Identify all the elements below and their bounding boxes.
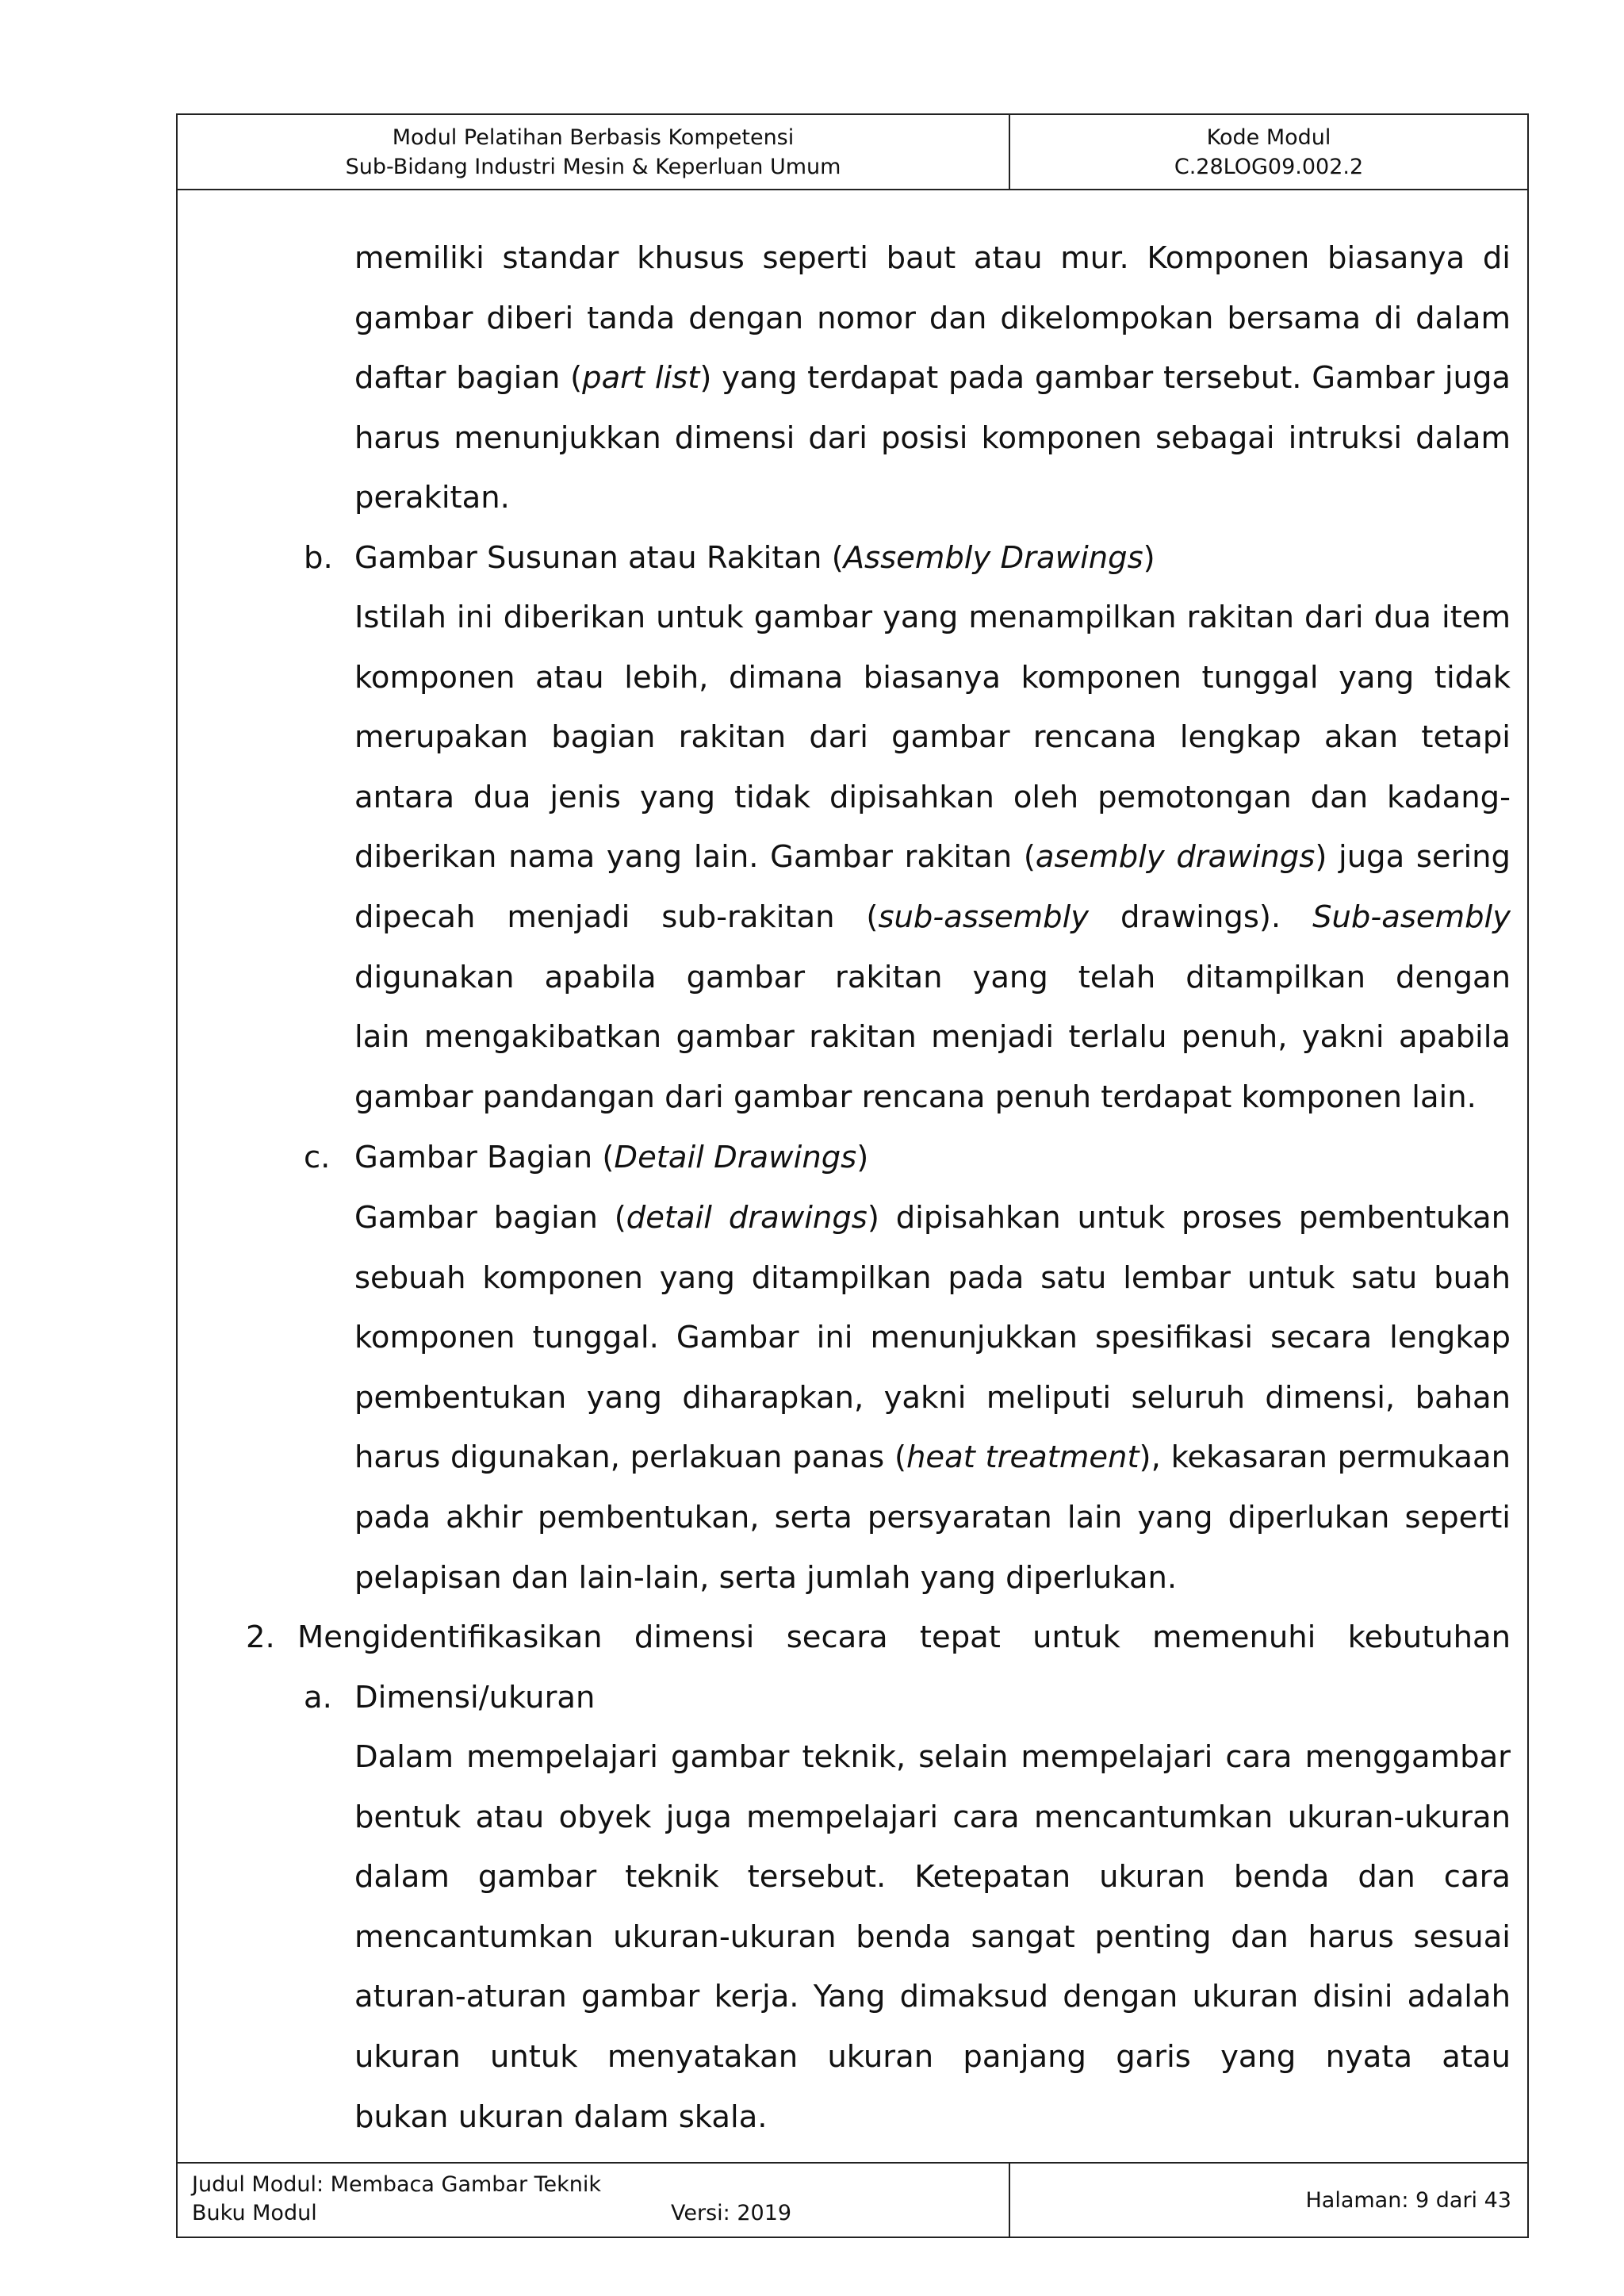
text-line: perakitan. (354, 480, 510, 516)
text-line: dalam gambar teknik tersebut. Ketepatan ukuran benda dan cara (354, 1859, 1511, 1895)
text-line: merupakan bagian rakitan dari gambar rencana lengkap akan tetapi (354, 719, 1511, 756)
text-line: Dalam mempelajari gambar teknik, selain mempelajari cara menggambar (354, 1739, 1511, 1775)
text-line: bentuk atau obyek juga mempelajari cara mencantumkan ukuran-ukuran (354, 1799, 1511, 1835)
text-line: lain mengakibatkan gambar rakitan menjadi terlalu penuh, yakni apabila (354, 1019, 1511, 1056)
text-line: diberikan nama yang lain. Gambar rakitan (asembly drawings) juga sering (354, 839, 1511, 876)
text-line: komponen tunggal. Gambar ini menunjukkan spesifikasi secara lengkap (354, 1320, 1511, 1356)
text-line: bukan ukuran dalam skala. (354, 2099, 768, 2135)
text-line: komponen atau lebih, dimana biasanya komponen tunggal yang tidak (354, 659, 1511, 696)
heading-dimensions: Dimensi/ukuran (354, 1680, 596, 1715)
text-line: memiliki standar khusus seperti baut atau mur. Komponen biasanya di (354, 240, 1511, 276)
paragraph-continuation (354, 228, 1511, 528)
text-line: mencantumkan ukuran-ukuran benda sangat penting dan harus sesuai (354, 1918, 1511, 1955)
text-line: Gambar bagian (detail drawings) dipisahkan untuk proses pembentukan (354, 1200, 1511, 1236)
footer-version: Versi: 2019 (671, 2201, 792, 2225)
list-marker-c: c. (304, 1140, 331, 1175)
paragraph-detail-drawings (354, 1188, 1511, 1608)
list-marker-2: 2. (246, 1619, 275, 1655)
text-line: aturan-aturan gambar kerja. Yang dimaksud dengan ukuran disini adalah (354, 1979, 1511, 2015)
heading-assembly-drawings: Gambar Susunan atau Rakitan (Assembly Drawings) (354, 540, 1155, 576)
header-sub-field: Sub-Bidang Industri Mesin & Keperluan Umum (345, 154, 841, 179)
text-line: pada akhir pembentukan, serta persyaratan lain yang diperlukan seperti (354, 1499, 1511, 1535)
text-line: harus menunjukkan dimensi dari posisi komponen sebagai intruksi dalam (354, 420, 1511, 456)
text-line: digunakan apabila gambar rakitan yang telah ditampilkan dengan (354, 959, 1511, 995)
footer-page-number: Halaman: 9 dari 43 (1305, 2187, 1511, 2213)
text-line: sebuah komponen yang ditampilkan pada satu lembar untuk satu buah (354, 1259, 1511, 1296)
text-line: pembentukan yang diharapkan, yakni meliputi seluruh dimensi, bahan (354, 1379, 1511, 1416)
text-line: ukuran untuk menyatakan ukuran panjang garis yang nyata atau (354, 2038, 1511, 2075)
text-line: gambar diberi tanda dengan nomor dan dikelompokan bersama di dalam (354, 300, 1511, 336)
list-marker-b: b. (304, 540, 333, 576)
footer-book-label: Buku Modul (192, 2201, 317, 2225)
text-line: antara dua jenis yang tidak dipisahkan oleh pemotongan dan kadang- (354, 779, 1511, 815)
text-line: pelapisan dan lain-lain, serta jumlah yang diperlukan. (354, 1559, 1178, 1596)
text-line: dipecah menjadi sub-rakitan (sub-assembly drawings). Sub-asembly (354, 899, 1511, 935)
text-line: gambar pandangan dari gambar rencana penuh terdapat komponen lain. (354, 1079, 1477, 1115)
footer-module-title: Judul Modul: Membaca Gambar Teknik (192, 2172, 602, 2197)
paragraph-dimensions (354, 1727, 1511, 2147)
header-code-label: Kode Modul (1206, 125, 1331, 150)
header-code-value: C.28LOG09.002.2 (1174, 154, 1364, 179)
heading-identify-dimensions: Mengidentifikasikan dimensi secara tepat untuk memenuhi kebutuhan (297, 1619, 1511, 1655)
text-line: harus digunakan, perlakuan panas (heat treatment), kekasaran permukaan (354, 1439, 1511, 1476)
heading-detail-drawings: Gambar Bagian (Detail Drawings) (354, 1140, 869, 1175)
list-marker-a: a. (304, 1680, 332, 1715)
paragraph-assembly-drawings (354, 588, 1511, 1127)
text-line: Istilah ini diberikan untuk gambar yang menampilkan rakitan dari dua item (354, 600, 1511, 635)
header-program-title: Modul Pelatihan Berbasis Kompetensi (392, 125, 795, 150)
text-line: daftar bagian (part list) yang terdapat pada gambar tersebut. Gambar juga (354, 360, 1511, 397)
